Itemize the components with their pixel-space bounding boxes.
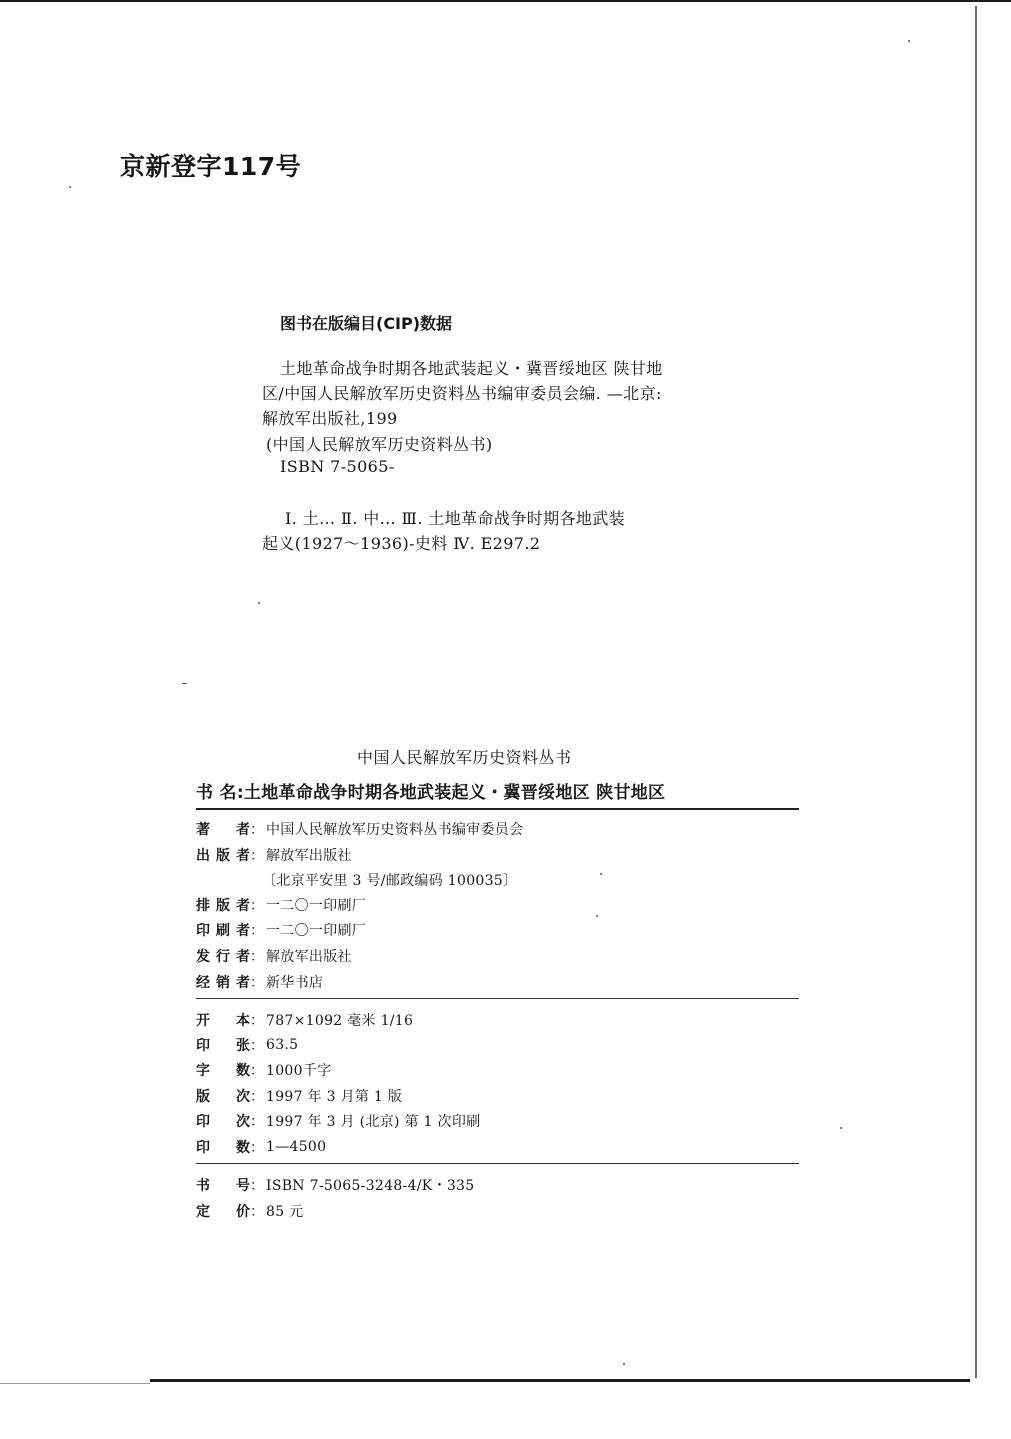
colophon-value: 1—4500 [266, 1139, 327, 1155]
colophon-row [196, 1035, 298, 1055]
colophon-colon: ： [250, 1140, 264, 1156]
scan-speck [596, 915, 598, 917]
colophon-colon: ： [250, 848, 264, 864]
book-name: 土地革命战争时期各地武装起义・冀晋绥地区 陕甘地区 [243, 783, 666, 803]
colophon-value: 1997 年 3 月 (北京) 第 1 次印刷 [266, 1114, 481, 1130]
colophon-label: 印数 [196, 1140, 250, 1156]
colophon-colon: ： [250, 1204, 264, 1220]
colophon-colon: ： [250, 1038, 264, 1054]
publisher-address: 〔北京平安里 3 号/邮政编码 100035〕 [262, 873, 518, 889]
colophon-row [196, 1137, 326, 1157]
book-name-label: 书 名: [196, 783, 244, 803]
colophon-row [196, 1175, 474, 1195]
cip-description-line-2: 区/中国人民解放军历史资料丛书编审委员会编. —北京: [262, 384, 662, 403]
colophon-row [196, 946, 352, 966]
scan-edge-bottom-faint [0, 1383, 150, 1384]
colophon-value: 中国人民解放军历史资料丛书编审委员会 [266, 822, 524, 838]
colophon-value: 1000千字 [266, 1063, 332, 1079]
registration-number: 京新登字117号 [120, 152, 302, 181]
scan-speck [623, 1363, 625, 1365]
series-name: 中国人民解放军历史资料丛书 [357, 748, 572, 767]
colophon-row [196, 1086, 402, 1106]
colophon-top-rule [196, 808, 799, 810]
colophon-colon: ： [250, 1013, 264, 1029]
cip-series: (中国人民解放军历史资料丛书) [266, 435, 493, 454]
colophon-colon: ： [250, 898, 264, 914]
colophon-colon: ： [250, 822, 264, 838]
colophon-rule-3 [196, 1163, 799, 1164]
colophon-row [196, 1010, 413, 1030]
colophon-colon: ： [250, 975, 264, 991]
colophon-colon: ： [250, 1178, 264, 1194]
colophon-label: 排版者 [196, 898, 250, 914]
scan-edge-top [0, 0, 1011, 2]
colophon-value: 一二〇一印刷厂 [266, 898, 367, 914]
colophon-value: 新华书店 [266, 975, 324, 991]
scan-edge-bottom [150, 1379, 970, 1382]
colophon-row [196, 1111, 480, 1131]
scan-speck [908, 40, 910, 42]
colophon-label: 著者 [196, 822, 250, 838]
colophon-value: 解放军出版社 [266, 848, 352, 864]
colophon-label: 版次 [196, 1089, 250, 1105]
scan-speck [182, 683, 187, 684]
colophon-colon: ： [250, 1089, 264, 1105]
colophon-value: ISBN 7-5065-3248-4/K・335 [266, 1178, 475, 1194]
colophon-row [196, 920, 366, 940]
scan-speck [840, 1127, 842, 1129]
colophon-row [196, 895, 366, 915]
cip-description-line-1: 土地革命战争时期各地武装起义・冀晋绥地区 陕甘地 [280, 359, 663, 378]
colophon-label: 印次 [196, 1114, 250, 1130]
colophon-label: 书号 [196, 1178, 250, 1194]
colophon-row [196, 972, 323, 992]
book-name-row [196, 778, 665, 803]
scan-edge-right [975, 6, 977, 1378]
colophon-row [196, 1060, 331, 1080]
colophon-label: 字数 [196, 1063, 250, 1079]
colophon-value: 一二〇一印刷厂 [266, 923, 367, 939]
cip-classification-line-1: Ⅰ. 土… Ⅱ. 中… Ⅲ. 土地革命战争时期各地武装 [285, 509, 626, 528]
scan-speck [258, 602, 260, 604]
colophon-label: 印刷者 [196, 923, 250, 939]
cip-classification-line-2: 起义(1927～1936)-史料 Ⅳ. E297.2 [262, 534, 541, 553]
colophon-value: 85 元 [266, 1204, 304, 1220]
scan-speck [69, 186, 71, 188]
colophon-label: 定价 [196, 1204, 250, 1220]
colophon-value: 解放军出版社 [266, 949, 352, 965]
colophon-colon: ： [250, 1114, 264, 1130]
colophon-colon: ： [250, 923, 264, 939]
cip-title: 图书在版编目(CIP)数据 [280, 314, 453, 333]
colophon-colon: ： [250, 1063, 264, 1079]
colophon-row [196, 819, 523, 839]
cip-isbn: ISBN 7-5065- [280, 457, 395, 476]
colophon-label: 印张 [196, 1038, 250, 1054]
cip-description-line-3: 解放军出版社,199 [262, 409, 398, 428]
colophon-label: 开本 [196, 1013, 250, 1029]
colophon-label: 发行者 [196, 949, 250, 965]
colophon-value: 63.5 [266, 1037, 299, 1053]
colophon-label: 出版者 [196, 848, 250, 864]
colophon-colon: ： [250, 949, 264, 965]
scan-speck [600, 873, 602, 875]
colophon-label: 经销者 [196, 975, 250, 991]
colophon-rule-2 [196, 998, 799, 999]
colophon-row [196, 845, 352, 865]
colophon-value: 1997 年 3 月第 1 版 [266, 1089, 403, 1105]
colophon-value: 787×1092 毫米 1/16 [266, 1013, 414, 1029]
colophon-row [196, 1201, 303, 1221]
